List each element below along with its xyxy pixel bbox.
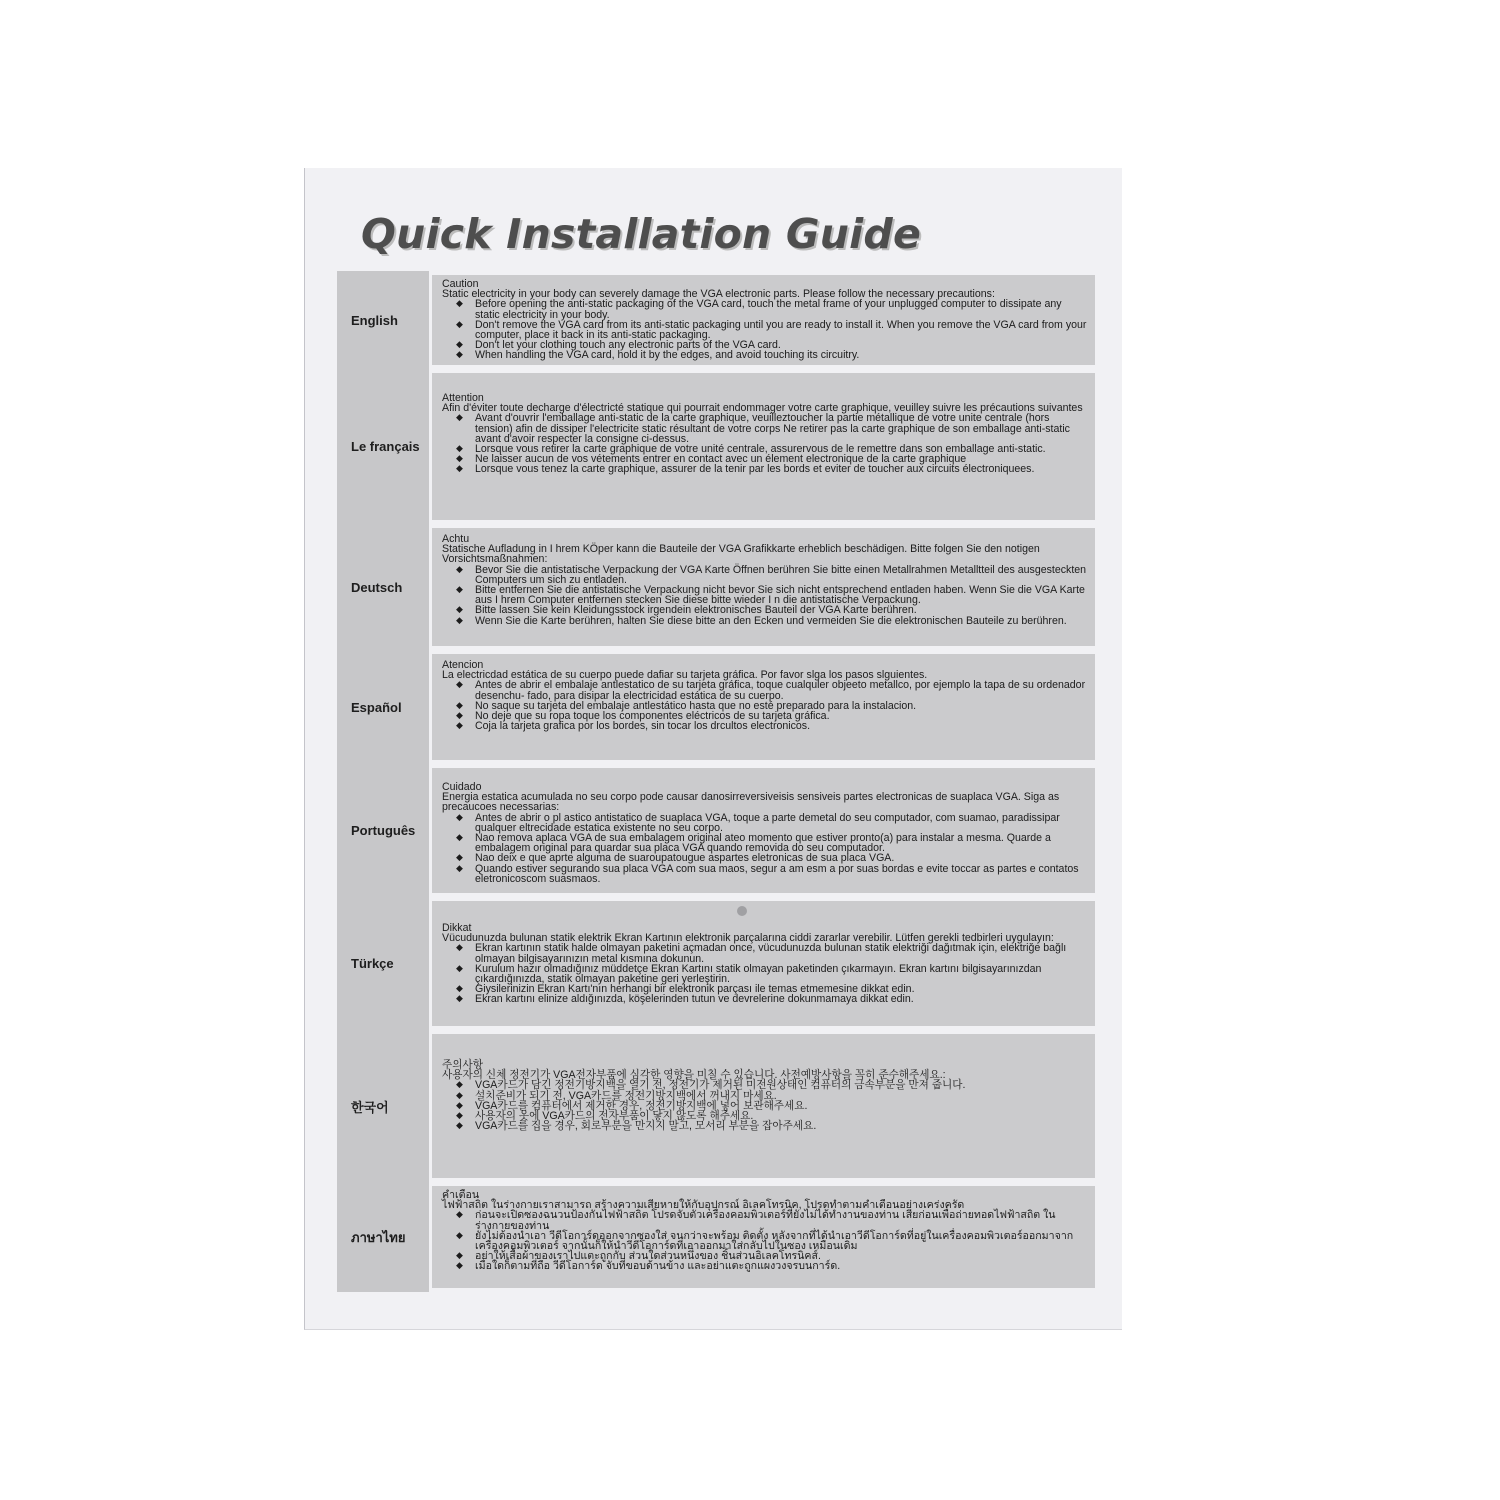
precaution-list	[442, 1080, 1087, 1131]
section-intro: Static electricity in your body can severely damage the VGA electronic parts. Please follow the necessary precautions:	[442, 288, 995, 301]
precaution-list	[442, 413, 1087, 474]
section-intro: 사용자의 신체 정전기가 VGA전자부품에 심각한 영향을 미칠 수 있습니다. 사전예방사항을 꼭히 준수해주세요.:	[442, 1069, 946, 1082]
precaution-item: ◆ 사용자의 옷에 VGA카드의 전자부품이 닿지 않도록 해주세요.	[442, 1111, 1087, 1121]
section-body	[432, 654, 1095, 760]
section-korean	[337, 1030, 1095, 1182]
section-francais	[337, 369, 1095, 524]
section-thai	[337, 1182, 1095, 1292]
precaution-item: ◆ Coja la tarjeta grafica por los bordes, sin tocar los drcultos electronicos.	[442, 721, 1087, 731]
section-heading: คำเตือน	[442, 1189, 480, 1201]
section-body	[432, 373, 1095, 520]
language-label: Le français	[337, 369, 429, 524]
section-intro: ไฟฟ้าสถิต ในร่างกายเราสามารถ สร้างความเสียหายให้กับอุปกรณ์ อิเลคโทรนิค, โปรดทำตามคำเตือนอย่างเคร่งครัด	[442, 1199, 965, 1212]
precaution-item: ◆ Nao deix e que aprte alguma de suaroupatougue aspartes eletronicas de sua placa VGA.	[442, 853, 1087, 863]
precaution-item: ◆ No saque su tarjeta del embalaje antlestático hasta que no esté preparado para la instalacion.	[442, 701, 1087, 711]
precaution-item: ◆ อย่าให้เสื้อผ้าของเราไปแตะถูกกับ ส่วนใดส่วนหนึ่งของ ชิ้นส่วนอิเลคโทรนิคส์.	[442, 1251, 1087, 1261]
section-body	[432, 275, 1095, 365]
precaution-item: ◆ Don't let your clothing touch any electronic parts of the VGA card.	[442, 340, 1087, 350]
section-heading: Achtu	[442, 533, 470, 545]
precaution-item: ◆ Before opening the anti-static packaging of the VGA card, touch the metal frame of your unplugged computer to dissipate any static electricity in your body.	[442, 299, 1087, 319]
precaution-item: ◆ Ne laisser aucun de vos vétements entrer en contact avec un élement electronique de la carte graphique	[442, 454, 1087, 464]
section-intro: Statische Aufladung in I hrem KÖper kann die Bauteile der VGA Grafikkarte erheblich beschädigen. Bitte folgen Sie den notigen Vorsichtsmaßnahmen:	[442, 543, 1040, 566]
precaution-list	[442, 1210, 1087, 1271]
language-label: Türkçe	[337, 897, 429, 1030]
section-intro: La electricdad estática de su cuerpo puede dafiar su tarjeta gráfica. Por favor slga los pasos slguientes.	[442, 669, 928, 682]
section-espanol	[337, 650, 1095, 764]
precaution-item: ◆ Lorsque vous tenez la carte graphique, assurer de la tenir par les bords et eviter de toucher aux circuits électroniquees.	[442, 464, 1087, 474]
section-body	[432, 901, 1095, 1026]
section-intro: Vücudunuzda bulunan statik elektrik Ekran Kartının elektronik parçalarına ciddi zararlar verebilir. Lütfen gerekli tedbirleri uygulayın:	[442, 932, 1054, 945]
section-deutsch	[337, 524, 1095, 650]
precaution-item: ◆ Avant d'ouvrir l'emballage anti-static de la carte graphique, veuilleztoucher la partie métallique de votre unite centrale (hors tension) afin de dissiper l'electricite static résultant de votre corps Ne retirer pas la carte graphique de son emballage anti-static avant d'avoir respecter la consigne ci-dessus.	[442, 413, 1087, 444]
language-label: Deutsch	[337, 524, 429, 650]
precaution-item: ◆ Quando estiver segurando sua placa VGA com sua maos, segur a am esm a por suas bordas e evite toccar as partes e contatos eletronicoscom suasmaos.	[442, 864, 1087, 884]
precaution-item: ◆ ก่อนจะเปิดซองฉนวนป้องกันไฟฟ้าสถิต โปรดจับตัวเครื่องคอมพิวเตอร์ที่ยังไม่ได้ทำงานของท่าน เสียก่อนเพื่อถ่ายทอดไฟฟ้าสถิต ในร่างกายของท่าน	[442, 1210, 1087, 1230]
section-portugues	[337, 764, 1095, 897]
precaution-item: ◆ Antes de abrir el embalaje antlestatico de su tarjeta gráfica, toque cualquler objeeto metallco, por ejemplo la tapa de su ordenador desenchu- fado, para disipar la electricidad estática de su cuerpo.	[442, 680, 1087, 700]
section-heading: Atencion	[442, 659, 484, 671]
precaution-item: ◆ เมื่อใดก็ตามที่ถือ วีดีโอการ์ด จับที่ขอบด้านข้าง และอย่าแตะถูกแผงวงจรบนการ์ด.	[442, 1261, 1087, 1271]
precaution-item: ◆ VGA카드가 담긴 정전기방지백을 열기 전, 정전기가 제거된 미전원상태인 컴퓨터의 금속부분을 만져 줍니다.	[442, 1080, 1087, 1090]
language-label: Español	[337, 650, 429, 764]
section-heading: Caution	[442, 278, 479, 290]
precaution-item: ◆ Antes de abrir o pl astico antistatico de suaplaca VGA, toque a parte demetal do seu computador, com suamao, paradissipar qualquer eltrecidade estatica existente no seu corpo.	[442, 813, 1087, 833]
precaution-item: ◆ Ekran kartının statik halde olmayan paketini açmadan once, vücudunuzda bulunan statik elektriği dağıtmak için, elektriğe bağlı olmayan bilgisayarınızın metal kısmına dokunun.	[442, 943, 1087, 963]
section-body	[432, 1034, 1095, 1178]
section-body	[432, 768, 1095, 893]
language-label: Português	[337, 764, 429, 897]
precaution-item: ◆ Bevor Sie die antistatische Verpackung der VGA Karte Öffnen berühren Sie bitte einen Metallrahmen Metalltteil des ausgesteckten Computers um sich zu entladen.	[442, 565, 1087, 585]
precaution-item: ◆ When handling the VGA card, hold it by the edges, and avoid touching its circuitry.	[442, 350, 1087, 360]
precaution-item: ◆ ยังไม่ต้องนำเอา วีดีโอการ์ดออกจากซองใส่ จนกว่าจะพร้อม ติดตั้ง หลังจากที่ได้นำเอาวีดีโอการ์ดที่อยู่ในเครื่องคอมพิวเตอร์ออกมาจากเครื่องคอมพิวเตอร์ จากนั้นก็ให้นำวีดีโอการ์ดที่เอาออกมาใส่กลับไปในซอง เหมือนเดิม	[442, 1231, 1087, 1251]
precaution-item: ◆ 설치준비가 되기 전, VGA카드를 정전기방지백에서 꺼내지 마세요.	[442, 1091, 1087, 1101]
language-label: ภาษาไทย	[337, 1182, 429, 1292]
section-heading: Attention	[442, 392, 484, 404]
precaution-list	[442, 943, 1087, 1004]
precaution-list	[442, 680, 1087, 731]
section-body	[432, 528, 1095, 646]
section-intro: Energia estatica acumulada no seu corpo pode causar danosirreversiveisis sensiveis partes electronicas de suaplaca VGA. Siga as precaucoes necessarias:	[442, 791, 1060, 814]
precaution-item: ◆ Don't remove the VGA card from its anti-static packaging until you are ready to install it. When you remove the VGA card from your computer, place it back in its anti-static packaging.	[442, 320, 1087, 340]
page-title: Quick Installation Guide	[361, 210, 921, 258]
section-turkce	[337, 897, 1095, 1030]
precaution-item: ◆ Lorsque vous retirer la carte graphique de votre unité centrale, assurervous de le remettre dans son emballage anti-static.	[442, 444, 1087, 454]
precaution-item: ◆ No deje que su ropa toque los componentes eléctricos de su tarjeta gráfica.	[442, 711, 1087, 721]
section-intro: Afin d'éviter toute decharge d'électricté statique qui pourrait endommager votre carte graphique, veuilley suivre les précautions suivantes	[442, 402, 1083, 415]
precaution-list	[442, 299, 1087, 360]
precaution-item: ◆ VGA카드를 집을 경우, 회로부분을 만지지 말고, 모서리 부분을 잡아주세요.	[442, 1121, 1087, 1131]
section-body	[432, 1186, 1095, 1288]
precaution-item: ◆ Bitte entfernen Sie die antistatische Verpackung nicht bevor Sie sich nicht entsprechend entladen haben. Wenn Sie die VGA Karte aus I hrem Computer entfernen stecken Sie diese bitte wieder I n die antistatische Verpackung.	[442, 585, 1087, 605]
ink-smudge	[737, 906, 747, 916]
precaution-item: ◆ Ekran kartını elinize aldığınızda, köşelerinden tutun ve devrelerine dokunmamaya dikkat edin.	[442, 994, 1087, 1004]
precaution-item: ◆ VGA카드를 컴퓨터에서 제거한 경우, 정전기방지백에 넣어 보관해주세요.	[442, 1101, 1087, 1111]
precaution-item: ◆ Kurulum hazır olmadığınız müddetçe Ekran Kartını statik olmayan paketinden çıkarmayın. Ekran kartını bilgisayarınızdan çıkardığınızda, statik olmayan paketine geri yerleştirin.	[442, 964, 1087, 984]
precaution-item: ◆ Wenn Sie die Karte berühren, halten Sie diese bitte an den Ecken und vermeiden Sie die elektronischen Bauteile zu berühren.	[442, 616, 1087, 626]
section-heading: 주의사항	[442, 1059, 483, 1071]
section-heading: Dikkat	[442, 922, 472, 934]
guide-sheet	[304, 168, 1122, 1330]
language-label: English	[337, 271, 429, 369]
section-english	[337, 271, 1095, 369]
precaution-list	[442, 565, 1087, 626]
precaution-item: ◆ Nao remova aplaca VGA de sua embalagem original ateo momento que estiver pronto(a) para instalar a mesma. Quarde a embalagem original para quardar sua placa VGA quando removida do seu computador.	[442, 833, 1087, 853]
section-heading: Cuidado	[442, 781, 482, 793]
language-label: 한국어	[337, 1030, 429, 1182]
precaution-item: ◆ Bitte lassen Sie kein Kleidungsstock irgendein elektronisches Bauteil der VGA Karte berühren.	[442, 605, 1087, 615]
precaution-list	[442, 813, 1087, 884]
precaution-item: ◆ Giysilerinizin Ekran Kartı'nın herhangi bir elektronik parçası ile temas etmemesine dikkat edin.	[442, 984, 1087, 994]
